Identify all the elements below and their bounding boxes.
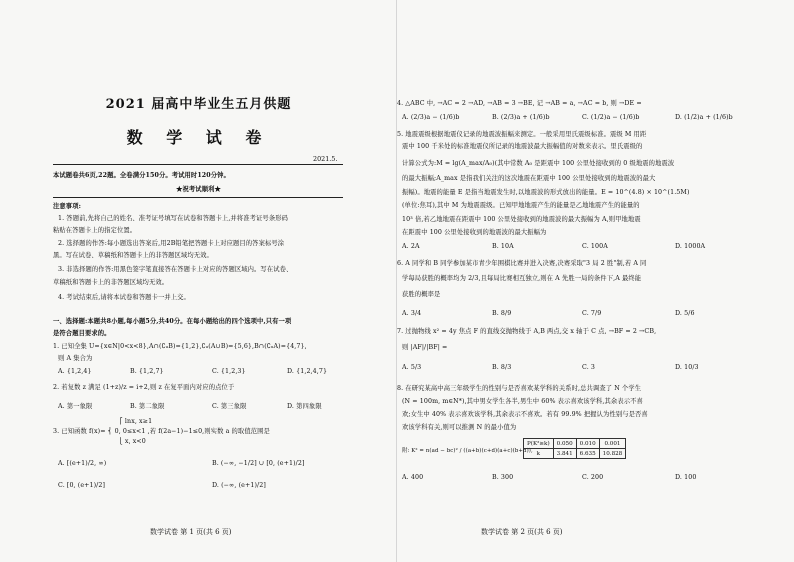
question-5: 5. 地震震级根据地震仪记录的地震波振幅来测定。一般采用里氏震级标准。震级 M 用距: [397, 131, 647, 138]
option-b: B. 第二象限: [130, 403, 165, 410]
question-1: 1. 已知全集 U={x∈N|0<x<8},A∩(∁ᵤB)={1,2},∁ᵤ(A∪B)={5,6},B∩(∁ᵤA)={4,7},: [53, 343, 307, 350]
table-cell: 10.828: [599, 449, 626, 459]
option-c: C. [0, (e+1)/2]: [58, 482, 106, 489]
question-4: 4. △ABC 中, →AC = 2 →AD, →AB = 3 →BE, 记 →AB = a, →AC = b, 则 →DE =: [397, 100, 642, 107]
question-5: (单位:焦耳),其中 M 为地震震级。已知甲地地震产生的能量是乙地地震产生的能量的: [402, 202, 640, 209]
note-line: 2. 选择题的作答:每小题选出答案后,用2B铅笔把答题卡上对应题目的答案标号涂: [58, 240, 285, 247]
option-a: A. [(e+1)/2, ∞): [58, 460, 107, 467]
option-d: D. 10/3: [675, 364, 699, 371]
table-cell: 3.841: [553, 449, 576, 459]
question-1: 则 A 集合为: [58, 355, 93, 362]
option-b: B. 300: [492, 474, 514, 481]
exam-title: 2021 届高中毕业生五月供题: [105, 97, 292, 112]
note-line: 粘贴在答题卡上的指定位置。: [53, 227, 137, 234]
option-a: A. 2A: [402, 243, 420, 250]
question-5: 震中 100 千米处的标准地震仪所记录的地震波最大振幅值的对数来表示。里氏震级的: [402, 143, 643, 150]
question-5: 10³ 倍,若乙地地震在距震中 100 公里处接收到的地震波的最大振幅为 A,则甲地地震: [402, 216, 641, 223]
option-d: D. 第四象限: [287, 403, 322, 410]
option-b: B. {1,2,7}: [130, 368, 164, 375]
page-footer: 数学试卷 第 1 页(共 6 页): [150, 528, 232, 536]
option-d: D. (1/2)a + (1/6)b: [675, 114, 733, 121]
header-rule-bottom: [53, 197, 343, 198]
table-cell: P(K²≥k): [524, 439, 554, 449]
option-b: B. 10A: [492, 243, 514, 250]
question-6: 6. A 同学和 B 同学参加某市青少年围棋比赛并进入决赛,决赛采取"3 局 2 胜"制,若 A 同: [397, 260, 647, 267]
page-footer: 数学试卷 第 2 页(共 6 页): [481, 528, 563, 536]
note-line: 黑。写在试卷、草稿纸和答题卡上的非答题区域均无效。: [53, 252, 213, 259]
question-3: 3. 已知函数 f(x)= ⎨ 0, 0≤x<1 ,若 f(2a−1)−1≤0,则实数 a 的取值范围是: [53, 428, 270, 435]
question-5: 振幅)。地震的能量 E 是指当地震发生时,以地震波的形式放出的能量。E = 10^(4.8) × 10^(1.5M): [402, 189, 690, 196]
question-2: 2. 若复数 z 满足 (1+z)/z = i+2,则 z 在复平面内对应的点位于: [53, 384, 235, 391]
section-heading: 是符合题目要求的。: [53, 330, 111, 337]
page-2: [397, 0, 794, 562]
option-b: B. (2/3)a + (1/6)b: [492, 114, 550, 121]
question-8: 欢该学科有关,则可以推测 N 的最小值为: [402, 424, 517, 431]
option-d: D. (−∞, (e+1)/2]: [212, 482, 266, 489]
question-5: 计算公式为:M = lg(A_max/A₀)(其中常数 A₀ 是距震中 100 公里处接收到的 0 级地震的地震波: [402, 160, 675, 167]
table-cell: k: [524, 449, 554, 459]
option-c: C. {1,2,3}: [212, 368, 246, 375]
option-d: D. 1000A: [675, 243, 706, 250]
option-c: C. 200: [582, 474, 604, 481]
note-line: 4. 考试结束后,请将本试卷和答题卡一并上交。: [58, 294, 190, 301]
header-rule-top: [53, 164, 343, 165]
option-a: A. 第一象限: [58, 403, 93, 410]
table-cell: 0.050: [553, 439, 576, 449]
question-3: ⎩ x, x<0: [118, 438, 146, 445]
option-c: C. (1/2)a − (1/6)b: [582, 114, 640, 121]
question-3: ⎧ lnx, x≥1: [118, 418, 153, 425]
option-c: C. 7/9: [582, 310, 602, 317]
chi-square-formula: 附: K² = n(ad − bc)² / ((a+b)(c+d)(a+c)(b+d)),: [402, 448, 533, 454]
option-a: A. 400: [402, 474, 424, 481]
note-line: 3. 非选择题的作答:用黑色签字笔直接答在答题卡上对应的答题区域内。写在试卷、: [58, 266, 293, 273]
question-7: 则 |AF|/|BF| =: [402, 344, 448, 351]
option-b: B. 8/9: [492, 310, 512, 317]
question-6: 获胜的概率是: [402, 291, 441, 298]
table-cell: 0.001: [599, 439, 626, 449]
option-d: D. 5/6: [675, 310, 695, 317]
option-a: A. {1,2,4}: [58, 368, 92, 375]
critical-value-table: [523, 438, 626, 459]
table-row: [524, 439, 626, 449]
table-cell: 0.010: [576, 439, 599, 449]
option-b: B. 8/3: [492, 364, 512, 371]
notes-heading: 注意事项:: [53, 203, 82, 210]
option-a: A. (2/3)a − (1/6)b: [402, 114, 460, 121]
question-8: 欢;女生中 40% 表示喜欢该学科,其余表示不喜欢。若有 99.9% 把握认为性别与是否喜: [402, 411, 648, 418]
question-7: 7. 过抛物线 x² = 4y 焦点 F 的直线交抛物线于 A,B 两点,交 x 轴于 C 点, →BF = 2 →CB,: [397, 328, 657, 335]
option-a: A. 3/4: [402, 310, 422, 317]
section-heading: 一、选择题:本题共8小题,每小题5分,共40分。在每小题给出的四个选项中,只有一项: [53, 318, 292, 325]
question-8: 8. 在研究某高中高三年级学生的性别与是否喜欢某学科的关系时,总共调查了 N 个学生: [397, 385, 642, 392]
option-b: B. (−∞, −1/2] ∪ [0, (e+1)/2]: [212, 460, 305, 467]
question-5: 在距震中 100 公里处接收到的地震波的最大振幅为: [402, 229, 547, 236]
question-8: (N = 100m, m∈N*),其中男女学生各半,男生中 60% 表示喜欢该学科,其余表示不喜: [402, 398, 643, 405]
exam-date: 2021.5.: [313, 155, 338, 163]
option-d: D. {1,2,4,7}: [287, 368, 328, 375]
exam-intro: 本试题卷共6页,22题。全卷满分150分。考试用时120分钟。: [53, 172, 230, 179]
wish-line: ★祝考试顺利★: [176, 186, 221, 193]
question-6: 学每局获胜的概率均为 2/3,且每局比赛相互独立,则在 A 先胜一局的条件下,A 最终能: [402, 275, 642, 282]
option-d: D. 100: [675, 474, 697, 481]
option-c: C. 100A: [582, 243, 608, 250]
option-c: C. 第三象限: [212, 403, 247, 410]
table-cell: 6.635: [576, 449, 599, 459]
table-row: [524, 449, 626, 459]
option-a: A. 5/3: [402, 364, 422, 371]
note-line: 1. 答题前,先将自己的姓名、准考证号填写在试卷和答题卡上,并将准考证号条形码: [58, 215, 289, 222]
option-c: C. 3: [582, 364, 596, 371]
subject-heading: 数 学 试 卷: [126, 128, 271, 147]
question-5: 的最大振幅;A_max 是指我们关注的这次地震在距震中 100 公里处接收到的地震波的最大: [402, 175, 656, 182]
note-line: 草稿纸和答题卡上的非答题区域均无效。: [53, 279, 169, 286]
